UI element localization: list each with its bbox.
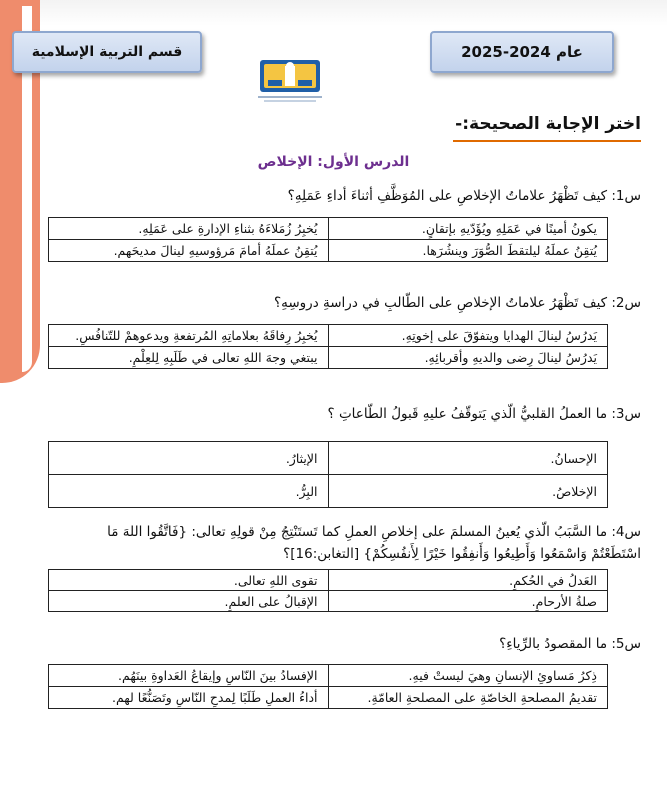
answers-table-2: [48, 324, 608, 369]
school-logo-icon: [254, 58, 326, 104]
question-4-line-1: س4: ما السَّبَبُ الّذي يُعينُ المسلمَ على إخلاصِ العملِ كما تَستَنْتِجُ مِنْ قولِهِ تعالى: {فَاتَّقُوا اللهَ مَا: [107, 524, 641, 540]
option[interactable]: ذِكرُ مَساوئِ الإنسانِ وهيَ ليستْ فيهِ.: [328, 665, 608, 687]
question-3: س3: ما العملُ القلبيُّ الّذي يَتوقّفُ عليهِ قَبولُ الطّاعاتِ ؟: [327, 406, 641, 422]
option[interactable]: الإفسادُ بينَ النّاسِ وإيقاعُ العَداوةِ بينَهُم.: [49, 665, 329, 687]
option[interactable]: الإقبالُ على العلمِ.: [49, 591, 329, 612]
main-heading: اختر الإجابة الصحيحة:-: [455, 114, 641, 134]
option[interactable]: البِرُّ.: [49, 475, 329, 508]
option[interactable]: يُخبِرُ زُمَلاءَهُ بثناءِ الإدارةِ على عَمَلِهِ.: [49, 218, 329, 240]
option[interactable]: الإحسانُ.: [328, 442, 608, 475]
page-top-shade: [0, 0, 667, 26]
heading-underline: [453, 140, 641, 142]
answers-table-4: [48, 569, 608, 612]
option[interactable]: تقوى اللهِ تعالى.: [49, 570, 329, 591]
department-label: قسم التربية الإسلامية: [12, 31, 202, 73]
option[interactable]: يَدرُسُ لينالَ رِضى والديهِ وأقربائِهِ.: [328, 347, 608, 369]
question-2: س2: كيف تَظْهَرُ علاماتُ الإخلاصِ على الطّالبِ في دراسةِ دروسِهِ؟: [273, 295, 641, 311]
question-5: س5: ما المقصودُ بالرِّياءِ؟: [499, 636, 641, 652]
question-4-line-2: اسْتَطَعْتُمْ وَاسْمَعُوا وَأَطِيعُوا وَأَنفِقُوا خَيْرًا لِأَنفُسِكُمْ} [التغابن:16]؟: [283, 546, 641, 562]
answers-table-3: [48, 441, 608, 508]
answers-table-1: [48, 217, 608, 262]
year-label: عام 2024-2025: [430, 31, 614, 73]
option[interactable]: الإخلاصُ.: [328, 475, 608, 508]
option[interactable]: يَدرُسُ لينالَ الهدايا ويتفوّقَ على إخوتِهِ.: [328, 325, 608, 347]
option[interactable]: يُتقِنُ عملَهُ ليلتقطَ الصُّوَرَ وينشُرَها.: [328, 240, 608, 262]
option[interactable]: صلةُ الأرحامِ.: [328, 591, 608, 612]
option[interactable]: العَدلُ في الحُكمِ.: [328, 570, 608, 591]
option[interactable]: يُتقِنُ عملَهُ أمامَ مَرؤوسيهِ لينالَ مديحَهم.: [49, 240, 329, 262]
option[interactable]: أداءُ العملِ طَلَبًا لِمدحِ النّاسِ وتَصَنُّعًا لهم.: [49, 687, 329, 709]
option[interactable]: يُخبِرُ رِفاقَهُ بعلاماتِهِ المُرتفعةِ ويدعوهمْ للتّنافُسِ.: [49, 325, 329, 347]
answers-table-5: [48, 664, 608, 709]
lesson-title: الدرس الأول: الإخلاص: [257, 154, 410, 170]
option[interactable]: تقديمُ المصلحةِ الخاصّةِ على المصلحةِ العامّةِ.: [328, 687, 608, 709]
option[interactable]: الإيثارُ.: [49, 442, 329, 475]
question-1: س1: كيف تَظْهَرُ علاماتُ الإخلاصِ على المُوَظَّفِ أثناءَ أداءِ عَمَلِهِ؟: [287, 188, 641, 204]
option[interactable]: يكونُ أمينًا في عَمَلِهِ ويُؤَدّيهِ بإتقانٍ.: [328, 218, 608, 240]
option[interactable]: يبتغي وجهَ اللهِ تعالى في طَلَبِهِ لِلعِلْمِ.: [49, 347, 329, 369]
